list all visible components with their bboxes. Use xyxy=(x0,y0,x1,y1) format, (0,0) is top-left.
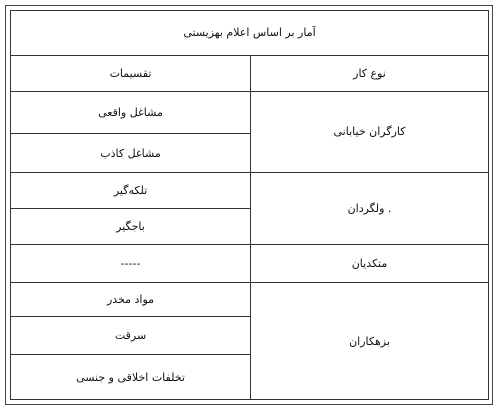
table-row xyxy=(11,172,489,208)
table-row xyxy=(11,91,489,134)
division-cell: مشاغل کاذب xyxy=(11,134,251,172)
table-row xyxy=(11,244,489,282)
division-cell: باجگیر xyxy=(11,208,251,244)
work-type-cell: متکدیان xyxy=(251,244,489,282)
division-cell: سرقت xyxy=(11,316,251,354)
division-cell: تلکه‌گیر xyxy=(11,172,251,208)
work-type-cell: کارگران خیابانی xyxy=(251,91,489,172)
work-type-cell: . ولگردان xyxy=(251,172,489,244)
table-title: آمار بر اساس اعلام بهزیستی xyxy=(11,11,489,56)
table-row xyxy=(11,283,489,317)
work-type-cell: بزهکاران xyxy=(251,283,489,400)
division-cell: ----- xyxy=(11,244,251,282)
division-cell: تخلفات اخلاقی و جنسی xyxy=(11,355,251,400)
statistics-table xyxy=(10,10,489,400)
header-work-type: نوع کار xyxy=(251,55,489,91)
document-frame xyxy=(5,5,493,405)
header-divisions: تقسیمات xyxy=(11,55,251,91)
division-cell: مشاغل واقعی xyxy=(11,91,251,134)
division-cell: مواد مخدر xyxy=(11,283,251,317)
